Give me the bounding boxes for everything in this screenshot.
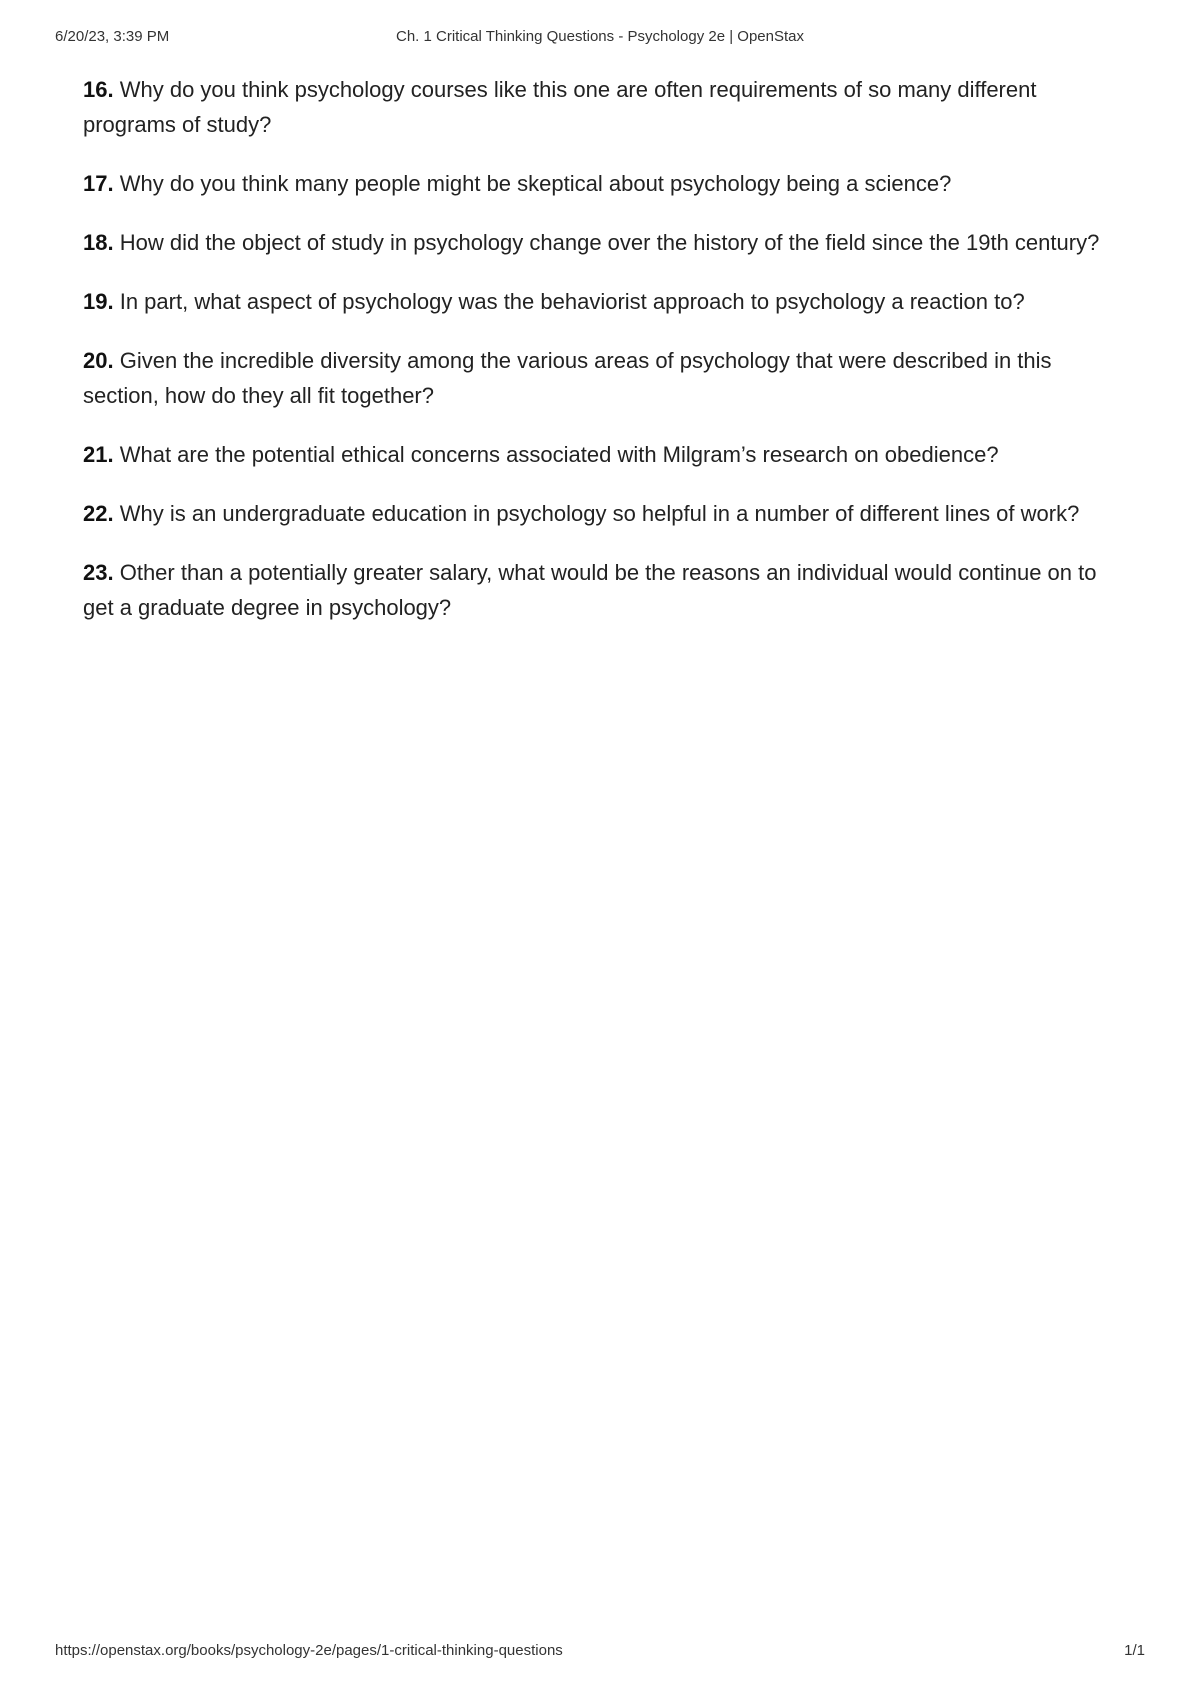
print-header (55, 28, 1145, 48)
print-footer (55, 1642, 1145, 1662)
question-number: 22. (83, 501, 114, 526)
question-21 (83, 437, 1133, 472)
question-19 (83, 284, 1133, 319)
question-17 (83, 166, 1133, 201)
question-number: 21. (83, 442, 114, 467)
question-text: Why do you think many people might be skeptical about psychology being a science? (119, 171, 952, 196)
print-datetime: 6/20/23, 3:39 PM (55, 28, 170, 45)
question-number: 23. (83, 560, 114, 585)
question-number: 19. (83, 289, 114, 314)
question-text: How did the object of study in psychology change over the history of the field since the 19th century? (119, 230, 1100, 255)
question-18 (83, 225, 1133, 260)
page-url: https://openstax.org/books/psychology-2e/pages/1-critical-thinking-questions (55, 1642, 563, 1659)
question-text: What are the potential ethical concerns associated with Milgram’s research on obedience? (119, 442, 999, 467)
page-number: 1/1 (1124, 1642, 1145, 1659)
question-16 (83, 72, 1133, 142)
question-text: Why is an undergraduate education in psychology so helpful in a number of different lines of work? (119, 501, 1080, 526)
question-text: Why do you think psychology courses like this one are often requirements of so many different programs of study? (83, 77, 1037, 137)
question-number: 16. (83, 77, 114, 102)
question-number: 17. (83, 171, 114, 196)
question-20 (83, 343, 1133, 413)
question-number: 18. (83, 230, 114, 255)
question-22 (83, 496, 1133, 531)
question-23 (83, 555, 1133, 625)
question-text: Other than a potentially greater salary, what would be the reasons an individual would continue on to get a graduate degree in psychology? (83, 560, 1097, 620)
page-title: Ch. 1 Critical Thinking Questions - Psychology 2e | OpenStax (396, 28, 804, 45)
question-text: In part, what aspect of psychology was the behaviorist approach to psychology a reaction to? (119, 289, 1025, 314)
question-list (83, 72, 1133, 649)
question-text: Given the incredible diversity among the various areas of psychology that were described in this section, how do they all fit together? (83, 348, 1052, 408)
question-number: 20. (83, 348, 114, 373)
